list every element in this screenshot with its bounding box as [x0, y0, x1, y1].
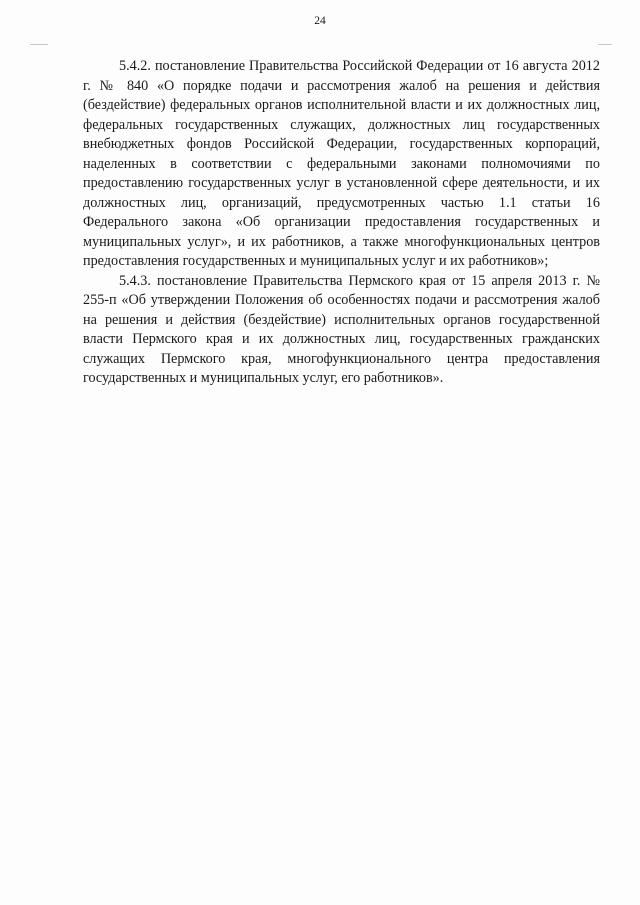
page-number: 24: [314, 15, 326, 27]
scan-artifact: [30, 44, 48, 45]
document-body: [83, 57, 600, 389]
scan-artifact: [598, 44, 612, 45]
paragraph-5-4-3: 5.4.3. постановление Правительства Пермского края от 15 апреля 2013 г. № 255-п «Об утверждении Положения об особенностях подачи и рассмотрения жалоб на решения и действия (бездействие) исполнительных органов государственной власти Пермского края и их должностных лиц, государственных гражданских служащих Пермского края, многофункционального центра предоставления государственных и муниципальных услуг, его работников».: [83, 272, 600, 386]
paragraph-5-4-2: 5.4.2. постановление Правительства Российской Федерации от 16 августа 2012 г. № 840 «О порядке подачи и рассмотрения жалоб на решения и действия (бездействие) федеральных органов исполнительной власти и их должностных лиц, федеральных государственных служащих, должностных лиц государственных внебюджетных фондов Российской Федерации, государственных корпораций, наделенных в соответствии с федеральными законами полномочиями по предоставлению государственных услуг в установленной сфере деятельности, и их должностных лиц, организаций, предусмотренных частью 1.1 статьи 16 Федерального закона «Об организации предоставления государственных и муниципальных услуг», и их работников, а также многофункциональных центров предоставления государственных и муниципальных услуг и их работников»;: [83, 58, 600, 269]
